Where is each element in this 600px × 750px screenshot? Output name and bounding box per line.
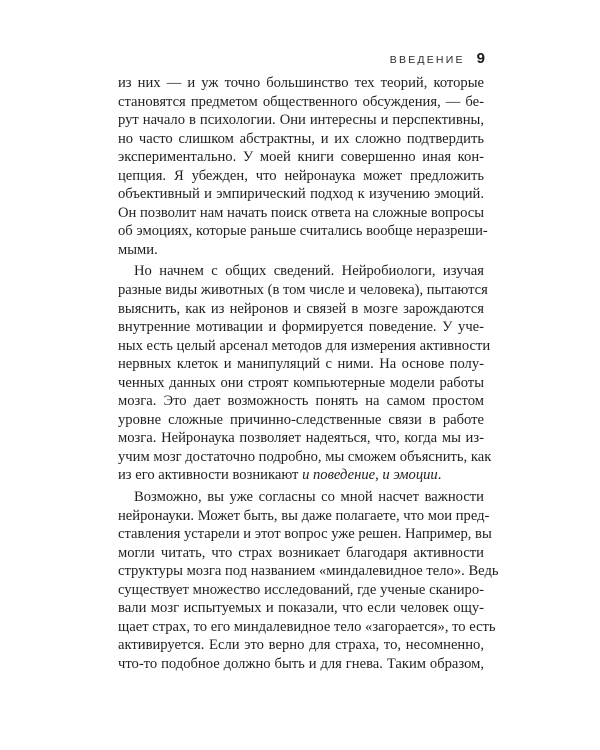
text-line: вали мозг испытуемых и показали, что если человек ощу- bbox=[118, 600, 484, 617]
text-line: мозга. Это дает возможность понять на самом простом bbox=[118, 393, 484, 410]
text-line: мыми. bbox=[118, 241, 158, 258]
text-line: об эмоциях, которые раньше считались вообще неразреши- bbox=[118, 223, 488, 240]
body-text bbox=[118, 74, 499, 674]
text-line: экспериментально. У моей книги совершенно иная кон- bbox=[118, 149, 484, 166]
text-line: щает страх, то его миндалевидное тело «загорается», то есть bbox=[118, 618, 496, 635]
text-line: из них — и уж точно большинство тех теорий, которые bbox=[118, 75, 484, 91]
text-line: что-то подобное должно быть и для гнева. Таким образом, bbox=[118, 655, 484, 672]
text-fragment: . bbox=[437, 467, 442, 484]
text-line: ставления устарели и этот вопрос уже решен. Например, вы bbox=[118, 526, 492, 543]
running-head bbox=[390, 50, 485, 67]
text-line: выяснить, как из нейронов и связей в мозге зарождаются bbox=[118, 300, 484, 317]
text-line: Возможно, вы уже согласны со мной насчет важности bbox=[134, 489, 484, 506]
text-line: цепция. Я убежден, что нейронаука может предложить bbox=[118, 167, 484, 184]
text-line: существует множество исследований, где ученые сканиро- bbox=[118, 581, 484, 598]
text-line: внутренние мотивации и формируется поведение. У уче- bbox=[118, 319, 484, 336]
text-line: нейронауки. Может быть, вы даже полагаете, что мои пред- bbox=[118, 507, 490, 524]
text-line: мозга. Нейронаука позволяет надеяться, что, когда мы из- bbox=[118, 430, 484, 447]
text-fragment: из его активности возникают bbox=[118, 467, 303, 484]
text-line: нервных клеток и манипуляций с ними. На основе полу- bbox=[118, 356, 484, 373]
text-line: ных есть целый арсенал методов для измерения активности bbox=[118, 337, 491, 354]
emphasized-text: и поведение, и эмоции bbox=[302, 467, 438, 484]
section-title: ВВЕДЕНИЕ bbox=[389, 54, 465, 66]
text-line: Он позволит нам начать поиск ответа на сложные вопросы bbox=[118, 204, 485, 221]
text-line: Но начнем с общих сведений. Нейробиологи, изучая bbox=[134, 263, 484, 280]
text-line: могли читать, что страх возникает благодаря активности bbox=[118, 544, 484, 561]
text-line: объективный и эмпирический подход к изучению эмоций. bbox=[118, 186, 484, 203]
text-line: разные виды животных (в том числе и человека), пытаются bbox=[118, 282, 488, 299]
text-line: рут начало в психологии. Они интересны и перспективны, bbox=[118, 112, 484, 129]
text-line: но часто слишком абстрактны, и их сложно подтвердить bbox=[118, 130, 484, 147]
text-line: уровне сложные причинно-следственные связи в работе bbox=[118, 411, 484, 428]
page-number: 9 bbox=[476, 50, 485, 67]
text-line: структуры мозга под названием «миндалевидное тело». Ведь bbox=[118, 563, 499, 580]
text-line: становятся предметом общественного обсуждения, — бе- bbox=[118, 93, 484, 110]
text-line bbox=[118, 466, 484, 485]
text-line: ченных данных они строят компьютерные модели работы bbox=[118, 374, 484, 391]
text-line: активируется. Если это верно для страха, то, несомненно, bbox=[118, 637, 484, 654]
text-line: учим мозг достаточно подробно, мы сможем объяснить, как bbox=[118, 448, 492, 465]
